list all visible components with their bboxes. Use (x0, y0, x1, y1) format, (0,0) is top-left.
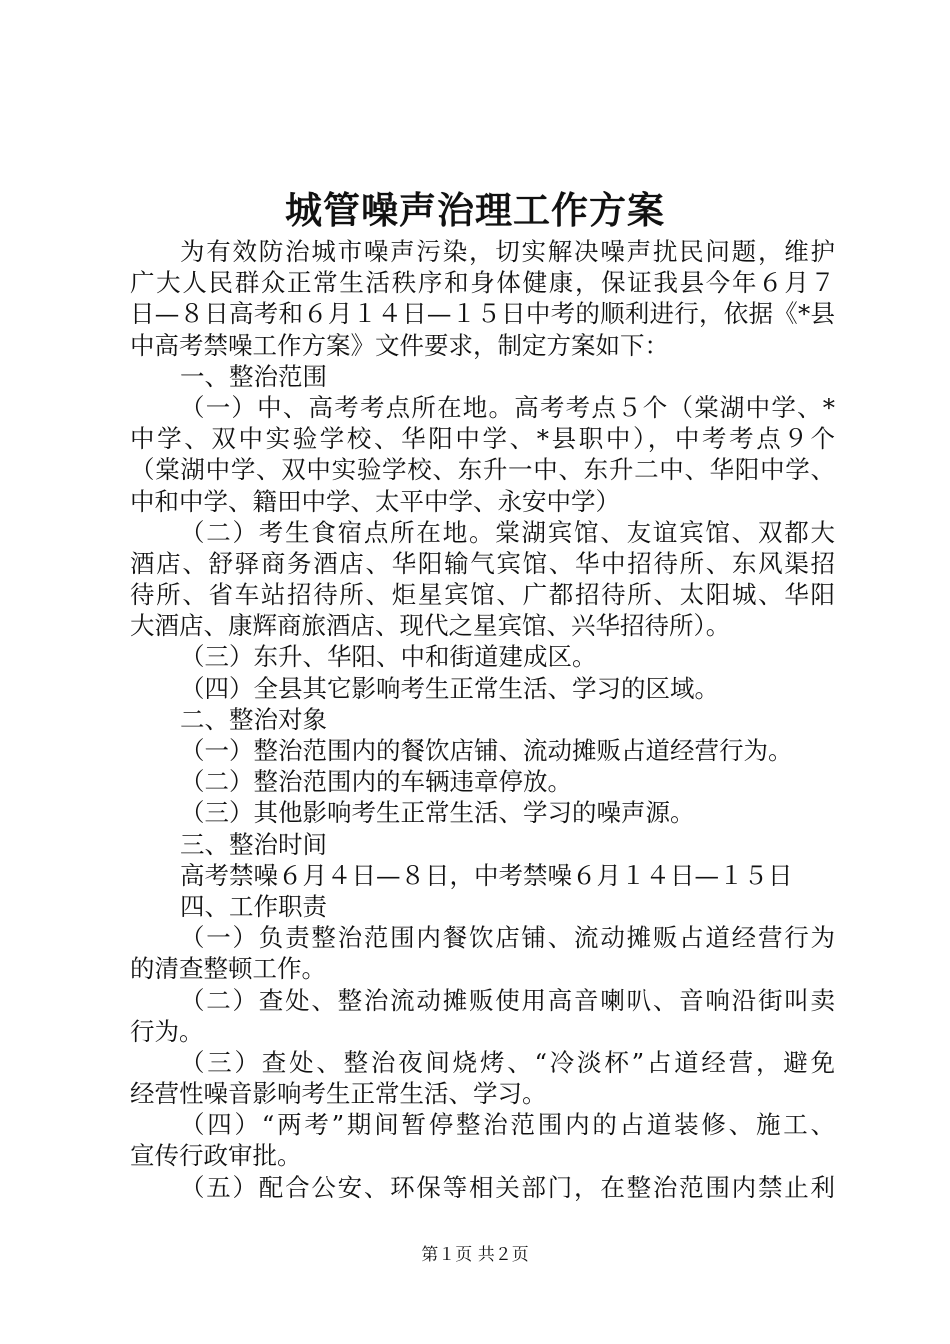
text-line: 宣传行政审批。 (130, 1141, 302, 1171)
text-line: （四）“两考”期间暂停整治范围内的占道装修、施工、 (180, 1110, 835, 1140)
text-line: 广大人民群众正常生活秩序和身体健康，保证我县今年６月７ (130, 268, 835, 298)
page-footer: 第１页 共２页 (421, 1245, 529, 1265)
text-line: 为有效防治城市噪声污染，切实解决噪声扰民问题，维护 (180, 237, 835, 266)
text-line: （三）查处、整治夜间烧烤、“冷淡杯”占道经营，避免 (180, 1047, 835, 1077)
text-line: 中和中学、籍田中学、太平中学、永安中学） (130, 486, 620, 516)
text-line: （一）负责整治范围内餐饮店铺、流动摊贩占道经营行为 (180, 923, 835, 953)
text-line: 的清查整顿工作。 (130, 954, 326, 984)
text-line: 二、整治对象 (180, 704, 327, 734)
text-line: 待所、省车站招待所、炬星宾馆、广都招待所、太阳城、华阳 (130, 580, 835, 610)
text-line: （一）整治范围内的餐饮店铺、流动摊贩占道经营行为。 (180, 736, 793, 765)
text-line: 经营性噪音影响考生正常生活、学习。 (130, 1079, 547, 1109)
text-line: （三）其他影响考生正常生活、学习的噪声源。 (180, 798, 695, 828)
text-line: 中高考禁噪工作方案》文件要求，制定方案如下： (130, 330, 669, 360)
text-line: （三）东升、华阳、中和街道建成区。 (180, 642, 597, 672)
text-line: 大酒店、康辉商旅酒店、现代之星宾馆、兴华招待所）。 (130, 611, 731, 641)
text-line: （棠湖中学、双中实验学校、东升一中、东升二中、华阳中学、 (130, 455, 835, 485)
text-line: （二）查处、整治流动摊贩使用高音喇叭、音响沿街叫卖 (180, 985, 835, 1015)
text-line: （五）配合公安、环保等相关部门，在整治范围内禁止利 (180, 1172, 835, 1202)
text-line: 日—８日高考和６月１４日—１５日中考的顺利进行，依据《*县 (130, 299, 835, 329)
text-line: 高考禁噪６月４日—８日，中考禁噪６月１４日—１５日 (180, 860, 793, 890)
text-line: （二）整治范围内的车辆违章停放。 (180, 767, 572, 797)
text-line: 中学、双中实验学校、华阳中学、*县职中），中考考点９个 (130, 424, 835, 454)
text-line: 三、整治时间 (180, 829, 327, 859)
page-title: 城管噪声治理工作方案 (285, 188, 665, 232)
text-line: （四）全县其它影响考生正常生活、学习的区域。 (180, 673, 719, 703)
text-line: 四、工作职责 (180, 891, 327, 921)
text-line: 酒店、舒驿商务酒店、华阳输气宾馆、华中招待所、东风渠招 (130, 548, 835, 578)
text-line: 一、整治范围 (180, 361, 327, 391)
text-line: 行为。 (130, 1016, 204, 1046)
document-body (130, 236, 835, 1203)
text-line: （一）中、高考考点所在地。高考考点５个（棠湖中学、* (180, 392, 835, 422)
text-line: （二）考生食宿点所在地。棠湖宾馆、友谊宾馆、双都大 (180, 517, 835, 547)
